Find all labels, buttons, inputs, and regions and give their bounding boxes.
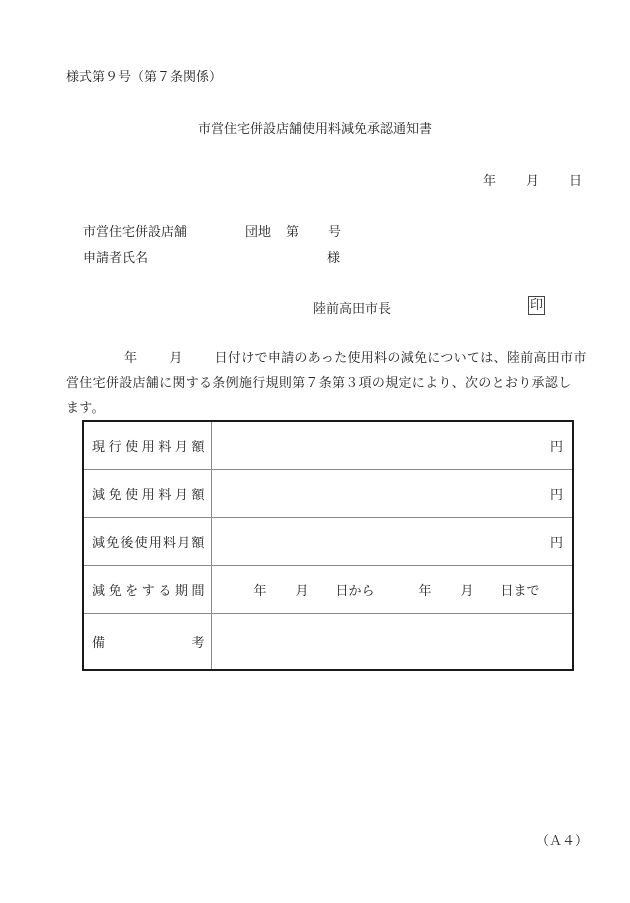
label-char: 用 [141, 440, 155, 455]
table-row [83, 614, 573, 671]
reduction-amount-value: 円 [211, 470, 573, 518]
label-char: 減 [92, 584, 106, 599]
label-char: 月 [174, 488, 188, 503]
row-label-fee-after-reduction [83, 518, 211, 566]
applicant-line [83, 247, 341, 266]
label-char: 期 [174, 584, 188, 599]
number-suffix-label: 号 [328, 225, 342, 240]
honorific-label: 様 [327, 251, 341, 266]
body-year: 年 [124, 351, 138, 366]
period-to-month: 月 [460, 584, 474, 599]
body-line-1-rest: 日付けで申請のあった使用料の減免については、陸前高田市市 [214, 351, 587, 366]
store-label: 市営住宅併設店舗 [83, 225, 188, 240]
approval-details-table [82, 420, 574, 671]
label-char: 減 [92, 536, 106, 551]
body-month: 月 [169, 351, 183, 366]
label-char: 行 [108, 440, 122, 455]
body-line-2: 営住宅併設店舗に関する条例施行規則第７条第３項の規定により、次のとおり承認し [66, 376, 572, 391]
label-char: 免 [108, 584, 122, 599]
body-line-3: ます。 [66, 401, 105, 416]
label-char: 使 [125, 488, 139, 503]
label-char: 間 [191, 584, 205, 599]
store-address-line [83, 221, 342, 240]
period-from-month: 月 [295, 584, 309, 599]
paper-size-note: （Ａ４） [536, 834, 589, 849]
issuer-name: 陸前高田市長 [313, 302, 392, 317]
label-char: 額 [191, 440, 205, 455]
table-row [83, 566, 573, 614]
period-from-year: 年 [253, 584, 267, 599]
table-row [83, 518, 573, 566]
period-to-year: 年 [418, 584, 432, 599]
form-number: 様式第９号（第７条関係） [66, 70, 223, 85]
table-row [83, 421, 573, 470]
label-char: 減 [92, 488, 106, 503]
label-char: 免 [106, 536, 120, 551]
label-char: 使 [134, 536, 148, 551]
document-title: 市営住宅併設店舗使用料減免承認通知書 [197, 122, 432, 137]
reduction-period-value [211, 566, 573, 614]
issue-date [483, 170, 582, 189]
date-year-label: 年 [482, 174, 496, 189]
label-char: 考 [191, 636, 205, 651]
row-label-reduction-period [83, 566, 211, 614]
label-char: 料 [158, 440, 172, 455]
label-char: を [125, 584, 139, 599]
label-char: 備 [92, 636, 106, 651]
row-label-reduction-amount [83, 470, 211, 518]
label-char: 額 [191, 488, 205, 503]
label-char: す [141, 584, 155, 599]
label-char: 料 [163, 536, 177, 551]
date-day-label: 日 [568, 174, 582, 189]
remarks-value [211, 614, 573, 671]
label-char: 月 [177, 536, 191, 551]
label-char: 月 [174, 440, 188, 455]
seal-mark: 印 [530, 298, 544, 313]
table-row [83, 470, 573, 518]
row-label-current-fee [83, 421, 211, 470]
body-line-1 [66, 346, 586, 371]
label-char: 料 [158, 488, 172, 503]
label-char: 後 [120, 536, 134, 551]
period-from-day: 日から [335, 584, 375, 599]
label-char: 使 [125, 440, 139, 455]
label-char: 額 [191, 536, 205, 551]
period-to-day: 日まで [500, 584, 540, 599]
fee-after-reduction-value: 円 [211, 518, 573, 566]
label-char: 用 [148, 536, 162, 551]
label-char: 現 [92, 440, 106, 455]
number-prefix-label: 第 [286, 225, 300, 240]
label-char: 免 [108, 488, 122, 503]
label-char: 用 [141, 488, 155, 503]
label-char: る [158, 584, 172, 599]
row-label-remarks [83, 614, 211, 671]
date-month-label: 月 [525, 174, 539, 189]
danchi-label: 団地 [245, 225, 272, 240]
applicant-label: 申請者氏名 [83, 251, 149, 266]
notice-body [66, 346, 586, 421]
current-fee-value: 円 [211, 421, 573, 470]
